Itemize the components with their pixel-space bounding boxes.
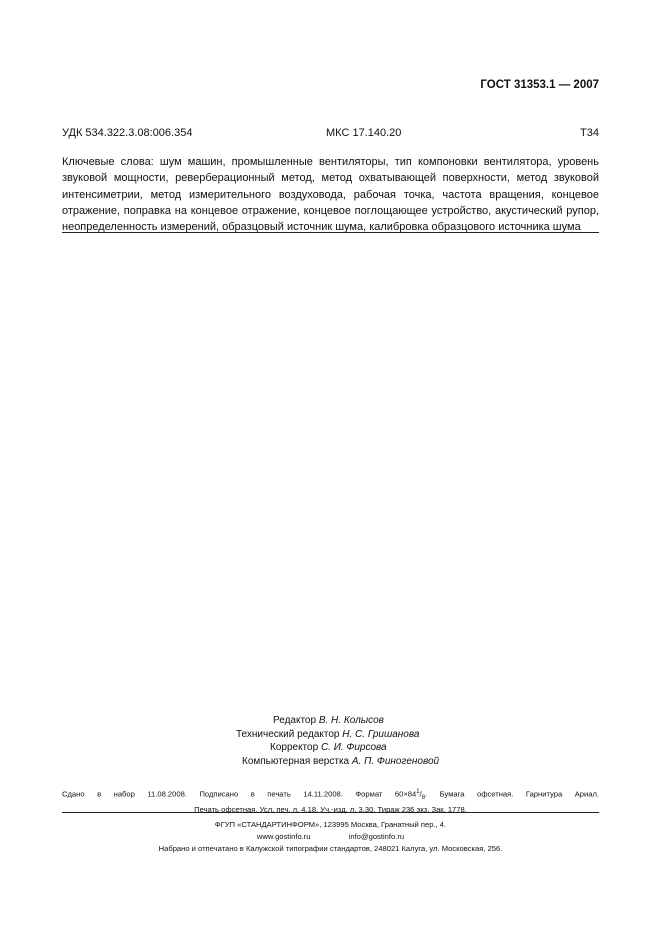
standard-id: ГОСТ 31353.1 — 2007	[480, 79, 599, 91]
publisher-address: ФГУП «СТАНДАРТИНФОРМ», 123995 Москва, Гранатный пер., 4.	[214, 820, 447, 829]
publisher-email: info@gostinfo.ru	[348, 832, 405, 841]
format-sub: 8	[421, 795, 426, 802]
publisher-website: www.gostinfo.ru	[256, 832, 311, 841]
format-sup: 1	[416, 789, 420, 795]
credits-block	[200, 714, 470, 769]
credit-name: С. И. Фирсова	[320, 742, 387, 754]
divider-bottom	[62, 812, 599, 813]
divider-top	[62, 232, 599, 233]
keywords-paragraph: Ключевые слова: шум машин, промышленные вентиляторы, тип компоновки вентилятора, уровень звуковой мощности, реверберационный метод, метод охватывающей поверхности, метод звуковой интенсиметрии, метод измерительного воздуховода, рабочая точка, частота вращения, концевое отражение, поправка на концевое отражение, концевое поглощающее устройство, акустический рупор, неопределенность измерений, образцовый источник шума, калибровка образцового источника шума	[62, 156, 599, 234]
credit-layout	[200, 755, 470, 769]
credit-editor	[200, 714, 470, 728]
mks-code: МКС 17.140.20	[326, 127, 402, 139]
credit-role: Технический редактор	[236, 728, 340, 740]
credit-role: Корректор	[270, 742, 319, 754]
imprint-line-1-post: . Бумага офсетная. Гарнитура Ариал.	[425, 789, 599, 799]
imprint-line-1: Сдано в набор 11.08.2008. Подписано в печать 14.11.2008. Формат $60\times 84^1/_8$. Бумага офсетная. Гарнитура Ариал.	[62, 789, 599, 802]
imprint-line-1-pre: Сдано в набор 11.08.2008. Подписано в печать 14.11.2008. Формат 60×84	[62, 789, 417, 799]
udk-code: УДК 534.322.3.08:006.354	[62, 127, 193, 139]
publisher-block	[62, 819, 599, 855]
credit-tech-editor	[200, 728, 470, 742]
credit-proofreader	[200, 741, 470, 755]
credit-name: В. Н. Колысов	[318, 715, 384, 726]
publisher-contacts	[62, 831, 599, 843]
credit-name: Н. С. Гришанова	[342, 728, 420, 740]
credit-role: Редактор	[273, 715, 317, 726]
credit-name: А. П. Финогеновой	[351, 756, 440, 768]
printer-info: Набрано и отпечатано в Калужской типографии стандартов, 248021 Калуга, ул. Московская, 256.	[158, 844, 503, 853]
credit-role: Компьютерная верстка	[242, 756, 350, 768]
group-code: Т34	[580, 127, 599, 139]
imprint-line-2: Печать офсетная. Усл. печ. л. 4,18. Уч.-изд. л. 3,30. Тираж 236 экз. Зак. 1778.	[194, 805, 467, 815]
